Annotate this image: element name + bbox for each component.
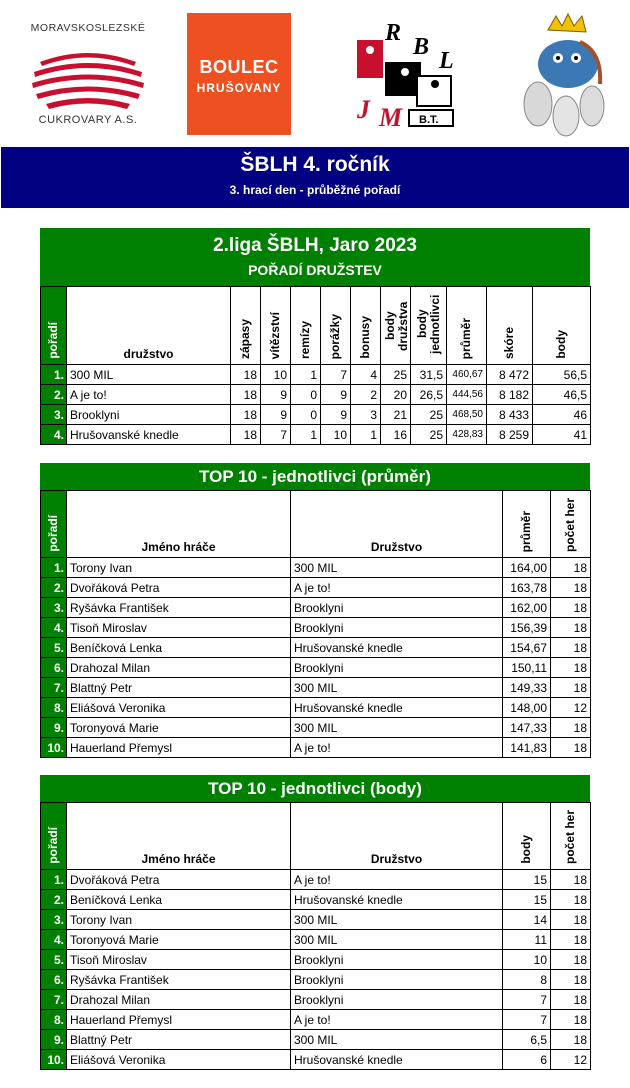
value-cell: 7 xyxy=(503,1010,551,1030)
table-row xyxy=(41,1010,591,1030)
team-points-cell: 20 xyxy=(381,385,411,405)
losses-cell: 10 xyxy=(321,425,351,445)
table-row xyxy=(41,658,591,678)
rank-cell: 7. xyxy=(41,678,67,698)
games-cell: 18 xyxy=(551,1030,591,1050)
average-cell: 428,83 xyxy=(447,425,487,445)
rank-cell: 4. xyxy=(41,930,67,950)
player-team-cell: Brooklyni xyxy=(291,618,503,638)
player-name-cell: Eliášová Veronika xyxy=(67,698,291,718)
player-team-cell: 300 MIL xyxy=(291,678,503,698)
points-cell: 46 xyxy=(533,405,591,425)
rank-cell: 3. xyxy=(41,598,67,618)
col-points-header: body xyxy=(533,287,591,365)
table-row xyxy=(41,698,591,718)
value-cell: 7 xyxy=(503,990,551,1010)
player-name-cell: Drahozal Milan xyxy=(67,658,291,678)
top-points-table xyxy=(40,802,591,1070)
games-cell: 18 xyxy=(551,870,591,890)
rank-cell: 6. xyxy=(41,658,67,678)
table-row xyxy=(41,910,591,930)
points-cell: 56,5 xyxy=(533,365,591,385)
player-team-cell: 300 MIL xyxy=(291,930,503,950)
rank-cell: 7. xyxy=(41,990,67,1010)
value-cell: 154,67 xyxy=(503,638,551,658)
team-cell: 300 MIL xyxy=(67,365,231,385)
player-team-cell: A je to! xyxy=(291,1010,503,1030)
value-cell: 15 xyxy=(503,890,551,910)
games-cell: 18 xyxy=(551,718,591,738)
rank-cell: 5. xyxy=(41,950,67,970)
rank-cell: 4. xyxy=(41,618,67,638)
svg-text:B.T.: B.T. xyxy=(419,114,439,126)
draws-cell: 0 xyxy=(291,385,321,405)
player-name-cell: Toronyová Marie xyxy=(67,930,291,950)
player-name-cell: Ryšávka František xyxy=(67,598,291,618)
table-row xyxy=(41,598,591,618)
bonus-cell: 4 xyxy=(351,365,381,385)
value-cell: 162,00 xyxy=(503,598,551,618)
col-wins-header: vítězství xyxy=(261,287,291,365)
player-team-cell: A je to! xyxy=(291,738,503,758)
player-team-cell: A je to! xyxy=(291,578,503,598)
value-cell: 163,78 xyxy=(503,578,551,598)
games-cell: 18 xyxy=(551,638,591,658)
rank-cell: 2. xyxy=(41,890,67,910)
table-row xyxy=(41,970,591,990)
player-team-cell: Brooklyni xyxy=(291,990,503,1010)
col-draws-header: remízy xyxy=(291,287,321,365)
page-banner xyxy=(1,147,629,208)
pts-col-rank-header: pořadí xyxy=(41,803,67,870)
team-points-cell: 21 xyxy=(381,405,411,425)
mascot-icon xyxy=(510,12,610,140)
played-cell: 18 xyxy=(231,425,261,445)
top-average-table xyxy=(40,490,591,758)
average-cell: 460,67 xyxy=(447,365,487,385)
col-score-header: skóre xyxy=(487,287,533,365)
svg-text:J: J xyxy=(357,95,370,124)
table-row xyxy=(41,558,591,578)
pts-col-games-header: počet her xyxy=(551,803,591,870)
games-cell: 18 xyxy=(551,678,591,698)
draws-cell: 0 xyxy=(291,405,321,425)
value-cell: 164,00 xyxy=(503,558,551,578)
value-cell: 156,39 xyxy=(503,618,551,638)
average-cell: 468,50 xyxy=(447,405,487,425)
losses-cell: 9 xyxy=(321,385,351,405)
wins-cell: 9 xyxy=(261,405,291,425)
league-mascot-logo xyxy=(510,12,610,140)
bonus-cell: 1 xyxy=(351,425,381,445)
player-name-cell: Ryšávka František xyxy=(67,970,291,990)
games-cell: 18 xyxy=(551,970,591,990)
wins-cell: 10 xyxy=(261,365,291,385)
value-cell: 15 xyxy=(503,870,551,890)
rank-cell: 8. xyxy=(41,1010,67,1030)
games-cell: 18 xyxy=(551,558,591,578)
games-cell: 18 xyxy=(551,930,591,950)
score-cell: 8 259 xyxy=(487,425,533,445)
games-cell: 18 xyxy=(551,990,591,1010)
rank-cell: 5. xyxy=(41,638,67,658)
col-losses-header: porážky xyxy=(321,287,351,365)
value-cell: 147,33 xyxy=(503,718,551,738)
table-row xyxy=(41,678,591,698)
player-name-cell: Dvořáková Petra xyxy=(67,870,291,890)
rank-cell: 10. xyxy=(41,1050,67,1070)
draws-cell: 1 xyxy=(291,365,321,385)
value-cell: 10 xyxy=(503,950,551,970)
points-cell: 46,5 xyxy=(533,385,591,405)
rank-cell: 2. xyxy=(41,385,67,405)
page-subtitle: 3. hrací den - průběžné pořadí xyxy=(229,183,401,197)
page-title: ŠBLH 4. ročník xyxy=(240,153,390,176)
games-cell: 18 xyxy=(551,598,591,618)
bonus-cell: 2 xyxy=(351,385,381,405)
team-standings-table xyxy=(40,286,591,445)
svg-text:M: M xyxy=(379,103,403,130)
player-name-cell: Toronyová Marie xyxy=(67,718,291,738)
avg-col-value-header: průměr xyxy=(503,491,551,558)
player-team-cell: A je to! xyxy=(291,870,503,890)
table-row xyxy=(41,578,591,598)
games-cell: 18 xyxy=(551,738,591,758)
top-avg-title: TOP 10 - jednotlivci (průměr) xyxy=(40,463,590,490)
player-team-cell: Hrušovanské knedle xyxy=(291,638,503,658)
table-row xyxy=(41,618,591,638)
value-cell: 6 xyxy=(503,1050,551,1070)
rank-cell: 2. xyxy=(41,578,67,598)
sponsor-logos xyxy=(0,0,630,146)
cukrovary-bottom-text: CUKROVARY A.S. xyxy=(38,114,138,126)
boulec-subtitle: HRUŠOVANY xyxy=(196,81,282,95)
rank-cell: 10. xyxy=(41,738,67,758)
table-row xyxy=(41,870,591,890)
svg-text:L: L xyxy=(439,48,454,74)
value-cell: 149,33 xyxy=(503,678,551,698)
wins-cell: 9 xyxy=(261,385,291,405)
individual-points-cell: 25 xyxy=(411,405,447,425)
player-team-cell: 300 MIL xyxy=(291,910,503,930)
rank-cell: 1. xyxy=(41,558,67,578)
avg-col-team-header: Družstvo xyxy=(291,491,503,558)
table-row xyxy=(41,425,591,445)
table-row xyxy=(41,405,591,425)
individual-points-cell: 25 xyxy=(411,425,447,445)
table-row xyxy=(41,930,591,950)
played-cell: 18 xyxy=(231,405,261,425)
value-cell: 14 xyxy=(503,910,551,930)
wins-cell: 7 xyxy=(261,425,291,445)
pts-col-value-header: body xyxy=(503,803,551,870)
games-cell: 18 xyxy=(551,890,591,910)
avg-col-name-header: Jméno hráče xyxy=(67,491,291,558)
table-row xyxy=(41,738,591,758)
team-points-cell: 16 xyxy=(381,425,411,445)
player-name-cell: Torony Ivan xyxy=(67,910,291,930)
player-name-cell: Blattný Petr xyxy=(67,1030,291,1050)
score-cell: 8 182 xyxy=(487,385,533,405)
table-row xyxy=(41,890,591,910)
games-cell: 18 xyxy=(551,910,591,930)
rank-cell: 1. xyxy=(41,870,67,890)
games-cell: 18 xyxy=(551,618,591,638)
games-cell: 18 xyxy=(551,950,591,970)
svg-text:B: B xyxy=(413,34,430,60)
games-cell: 18 xyxy=(551,578,591,598)
col-average-header: průměr xyxy=(447,287,487,365)
col-team-points-header: body družstva xyxy=(381,287,411,365)
value-cell: 8 xyxy=(503,970,551,990)
value-cell: 150,11 xyxy=(503,658,551,678)
table-row xyxy=(41,1050,591,1070)
score-cell: 8 433 xyxy=(487,405,533,425)
player-name-cell: Hauerland Přemysl xyxy=(67,1010,291,1030)
rank-cell: 9. xyxy=(41,1030,67,1050)
table-row xyxy=(41,385,591,405)
games-cell: 18 xyxy=(551,658,591,678)
col-team-header: družstvo xyxy=(67,287,231,365)
table-row xyxy=(41,638,591,658)
player-team-cell: Brooklyni xyxy=(291,598,503,618)
player-name-cell: Hauerland Přemysl xyxy=(67,738,291,758)
draws-cell: 1 xyxy=(291,425,321,445)
cukrovary-logo xyxy=(22,22,154,132)
rank-cell: 6. xyxy=(41,970,67,990)
col-bonus-header: bonusy xyxy=(351,287,381,365)
games-cell: 12 xyxy=(551,1050,591,1070)
teams-subtitle: POŘADÍ DRUŽSTEV xyxy=(248,262,382,278)
team-cell: Brooklyni xyxy=(67,405,231,425)
pts-col-name-header: Jméno hráče xyxy=(67,803,291,870)
avg-col-rank-header: pořadí xyxy=(41,491,67,558)
rank-cell: 9. xyxy=(41,718,67,738)
points-cell: 41 xyxy=(533,425,591,445)
rbl-club-logo xyxy=(355,18,463,130)
player-team-cell: Hrušovanské knedle xyxy=(291,890,503,910)
cukrovary-top-text: MORAVSKOSLEZSKÉ xyxy=(30,22,146,34)
boulec-logo xyxy=(187,13,291,135)
player-name-cell: Drahozal Milan xyxy=(67,990,291,1010)
rank-cell: 8. xyxy=(41,698,67,718)
player-team-cell: 300 MIL xyxy=(291,1030,503,1050)
svg-text:R: R xyxy=(385,20,402,46)
player-name-cell: Beníčková Lenka xyxy=(67,890,291,910)
player-name-cell: Tisoň Miroslav xyxy=(67,950,291,970)
value-cell: 141,83 xyxy=(503,738,551,758)
col-individual-points-header: body jednotlivci xyxy=(411,287,447,365)
player-team-cell: Brooklyni xyxy=(291,658,503,678)
games-cell: 12 xyxy=(551,698,591,718)
score-cell: 8 472 xyxy=(487,365,533,385)
pts-col-team-header: Družstvo xyxy=(291,803,503,870)
individual-points-cell: 26,5 xyxy=(411,385,447,405)
average-cell: 444,56 xyxy=(447,385,487,405)
value-cell: 11 xyxy=(503,930,551,950)
avg-col-games-header: počet her xyxy=(551,491,591,558)
value-cell: 6,5 xyxy=(503,1030,551,1050)
player-name-cell: Tisoň Miroslav xyxy=(67,618,291,638)
player-team-cell: 300 MIL xyxy=(291,718,503,738)
player-name-cell: Torony Ivan xyxy=(67,558,291,578)
player-name-cell: Beníčková Lenka xyxy=(67,638,291,658)
bonus-cell: 3 xyxy=(351,405,381,425)
player-name-cell: Dvořáková Petra xyxy=(67,578,291,598)
col-rank-header: pořadí xyxy=(41,287,67,365)
rank-cell: 3. xyxy=(41,910,67,930)
table-row xyxy=(41,1030,591,1050)
rank-cell: 1. xyxy=(41,365,67,385)
rank-cell: 3. xyxy=(41,405,67,425)
teams-header xyxy=(40,228,590,286)
rbl-letters-icon xyxy=(355,18,463,130)
top-pts-title: TOP 10 - jednotlivci (body) xyxy=(40,775,590,802)
team-cell: A je to! xyxy=(67,385,231,405)
player-name-cell: Blattný Petr xyxy=(67,678,291,698)
player-team-cell: Brooklyni xyxy=(291,970,503,990)
losses-cell: 9 xyxy=(321,405,351,425)
team-points-cell: 25 xyxy=(381,365,411,385)
boulec-title: BOULEC xyxy=(199,57,279,77)
col-played-header: zápasy xyxy=(231,287,261,365)
player-team-cell: Hrušovanské knedle xyxy=(291,1050,503,1070)
losses-cell: 7 xyxy=(321,365,351,385)
games-cell: 18 xyxy=(551,1010,591,1030)
player-team-cell: 300 MIL xyxy=(291,558,503,578)
teams-title: 2.liga ŠBLH, Jaro 2023 xyxy=(213,235,417,256)
played-cell: 18 xyxy=(231,365,261,385)
table-row xyxy=(41,990,591,1010)
individual-points-cell: 31,5 xyxy=(411,365,447,385)
player-team-cell: Brooklyni xyxy=(291,950,503,970)
player-name-cell: Eliášová Veronika xyxy=(67,1050,291,1070)
rank-cell: 4. xyxy=(41,425,67,445)
table-row xyxy=(41,950,591,970)
table-row xyxy=(41,718,591,738)
team-cell: Hrušovanské knedle xyxy=(67,425,231,445)
value-cell: 148,00 xyxy=(503,698,551,718)
player-team-cell: Hrušovanské knedle xyxy=(291,698,503,718)
played-cell: 18 xyxy=(231,385,261,405)
table-row xyxy=(41,365,591,385)
